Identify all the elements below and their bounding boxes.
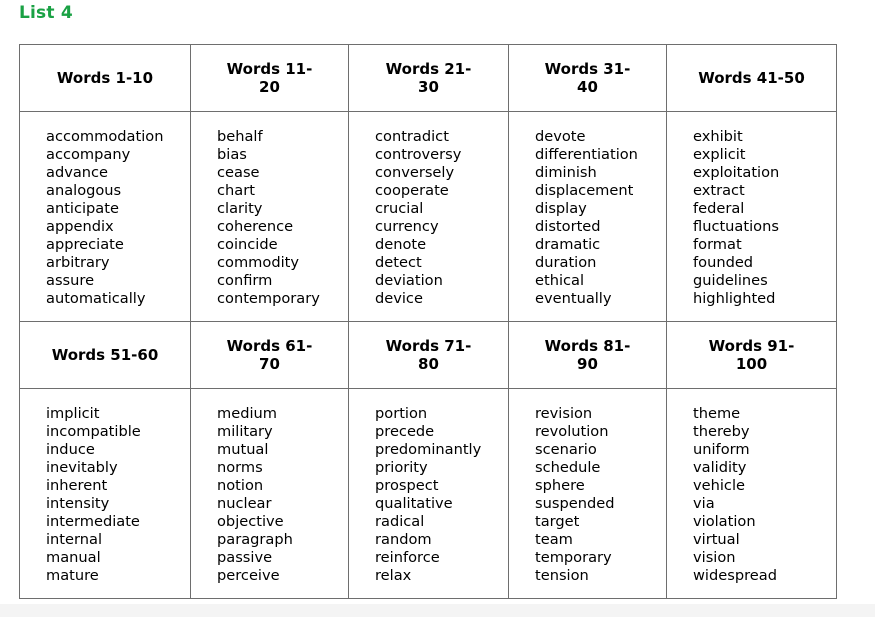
word-item: highlighted	[693, 290, 776, 307]
word-item: commodity	[217, 254, 299, 271]
word-item: intensity	[46, 495, 110, 512]
word-item: duration	[535, 254, 597, 271]
word-item: widespread	[693, 567, 777, 584]
column-header-label: Words 41-50	[698, 69, 805, 87]
column-header	[349, 45, 509, 112]
word-item: reinforce	[375, 549, 440, 566]
word-item: coincide	[217, 236, 278, 253]
word-item: norms	[217, 459, 263, 476]
word-item: prospect	[375, 477, 439, 494]
word-item: paragraph	[217, 531, 293, 548]
word-item: distorted	[535, 218, 601, 235]
column-header-label: Words 31- 40	[544, 60, 631, 96]
word-item: thereby	[693, 423, 750, 440]
word-item: extract	[693, 182, 745, 199]
word-row	[20, 112, 837, 322]
word-item: precede	[375, 423, 435, 440]
word-item: relax	[375, 567, 412, 584]
word-cell	[349, 389, 509, 599]
word-item: mutual	[217, 441, 269, 458]
word-item: diminish	[535, 164, 597, 181]
word-item: displacement	[535, 182, 634, 199]
word-item: schedule	[535, 459, 601, 476]
word-item: differentiation	[535, 146, 638, 163]
word-item: currency	[375, 218, 439, 235]
word-item: coherence	[217, 218, 294, 235]
page-bottom-strip	[0, 604, 875, 617]
word-item: behalf	[217, 128, 263, 145]
column-header-label: Words 1-10	[56, 69, 154, 87]
word-item: anticipate	[46, 200, 119, 217]
word-item: implicit	[46, 405, 100, 422]
word-item: eventually	[535, 290, 612, 307]
header-row	[20, 45, 837, 112]
word-item: exhibit	[693, 128, 743, 145]
word-item: conversely	[375, 164, 455, 181]
column-header-label: Words 81- 90	[544, 337, 631, 373]
word-item: mature	[46, 567, 99, 584]
column-header-label: Words 21- 30	[385, 60, 472, 96]
word-item: appendix	[46, 218, 114, 235]
word-item: deviation	[375, 272, 443, 289]
word-item: contradict	[375, 128, 449, 145]
word-item: fluctuations	[693, 218, 779, 235]
word-item: passive	[217, 549, 273, 566]
word-item: qualitative	[375, 495, 453, 512]
word-cell	[509, 389, 667, 599]
word-cell	[20, 112, 191, 322]
word-item: assure	[46, 272, 95, 289]
list-title: List 4	[19, 3, 73, 23]
word-item: dramatic	[535, 236, 601, 253]
column-header	[20, 322, 191, 389]
word-item: controversy	[375, 146, 462, 163]
word-item: violation	[693, 513, 756, 530]
word-cell	[191, 112, 349, 322]
column-header-label: Words 91- 100	[708, 337, 795, 373]
word-item: display	[535, 200, 587, 217]
word-item: scenario	[535, 441, 597, 458]
word-item: arbitrary	[46, 254, 110, 271]
word-item: confirm	[217, 272, 273, 289]
word-item: vehicle	[693, 477, 745, 494]
word-item: via	[693, 495, 715, 512]
column-header-label: Words 51-60	[51, 346, 159, 364]
word-item: theme	[693, 405, 741, 422]
column-header	[20, 45, 191, 112]
word-item: cooperate	[375, 182, 449, 199]
word-item: advance	[46, 164, 109, 181]
word-cell	[509, 112, 667, 322]
word-item: contemporary	[217, 290, 320, 307]
word-item: accommodation	[46, 128, 164, 145]
word-item: military	[217, 423, 273, 440]
word-item: suspended	[535, 495, 615, 512]
word-item: accompany	[46, 146, 131, 163]
word-item: predominantly	[375, 441, 482, 458]
word-item: manual	[46, 549, 101, 566]
word-item: clarity	[217, 200, 263, 217]
column-header-label: Words 11- 20	[226, 60, 313, 96]
word-row	[20, 389, 837, 599]
column-header	[191, 45, 349, 112]
word-item: notion	[217, 477, 264, 494]
column-header	[509, 45, 667, 112]
word-item: uniform	[693, 441, 750, 458]
word-item: automatically	[46, 290, 146, 307]
word-cell	[667, 389, 837, 599]
column-header	[509, 322, 667, 389]
column-header	[667, 45, 837, 112]
column-header-label: Words 71- 80	[385, 337, 472, 373]
word-cell	[191, 389, 349, 599]
word-item: chart	[217, 182, 255, 199]
word-item: portion	[375, 405, 428, 422]
column-header	[667, 322, 837, 389]
header-row	[20, 322, 837, 389]
word-item: denote	[375, 236, 427, 253]
word-item: guidelines	[693, 272, 768, 289]
word-cell	[20, 389, 191, 599]
word-item: priority	[375, 459, 428, 476]
column-header	[191, 322, 349, 389]
column-header	[349, 322, 509, 389]
word-item: appreciate	[46, 236, 124, 253]
word-item: inevitably	[46, 459, 118, 476]
word-item: nuclear	[217, 495, 272, 512]
word-table	[19, 44, 837, 599]
word-item: ethical	[535, 272, 585, 289]
word-item: objective	[217, 513, 284, 530]
word-item: incompatible	[46, 423, 141, 440]
word-item: device	[375, 290, 423, 307]
word-item: induce	[46, 441, 95, 458]
word-item: sphere	[535, 477, 585, 494]
word-item: analogous	[46, 182, 122, 199]
word-item: team	[535, 531, 573, 548]
word-item: format	[693, 236, 742, 253]
word-item: detect	[375, 254, 422, 271]
word-item: perceive	[217, 567, 280, 584]
word-item: cease	[217, 164, 260, 181]
word-item: crucial	[375, 200, 424, 217]
word-item: virtual	[693, 531, 740, 548]
word-item: intermediate	[46, 513, 140, 530]
word-item: bias	[217, 146, 247, 163]
word-item: exploitation	[693, 164, 780, 181]
column-header-label: Words 61- 70	[226, 337, 313, 373]
word-item: federal	[693, 200, 745, 217]
word-item: explicit	[693, 146, 746, 163]
word-item: internal	[46, 531, 102, 548]
word-item: validity	[693, 459, 747, 476]
word-item: devote	[535, 128, 586, 145]
word-item: vision	[693, 549, 736, 566]
word-cell	[349, 112, 509, 322]
word-item: revolution	[535, 423, 609, 440]
word-item: temporary	[535, 549, 612, 566]
word-item: target	[535, 513, 580, 530]
word-item: tension	[535, 567, 589, 584]
word-item: medium	[217, 405, 277, 422]
word-item: inherent	[46, 477, 108, 494]
word-item: random	[375, 531, 432, 548]
word-item: founded	[693, 254, 754, 271]
word-item: radical	[375, 513, 425, 530]
word-cell	[667, 112, 837, 322]
word-item: revision	[535, 405, 593, 422]
